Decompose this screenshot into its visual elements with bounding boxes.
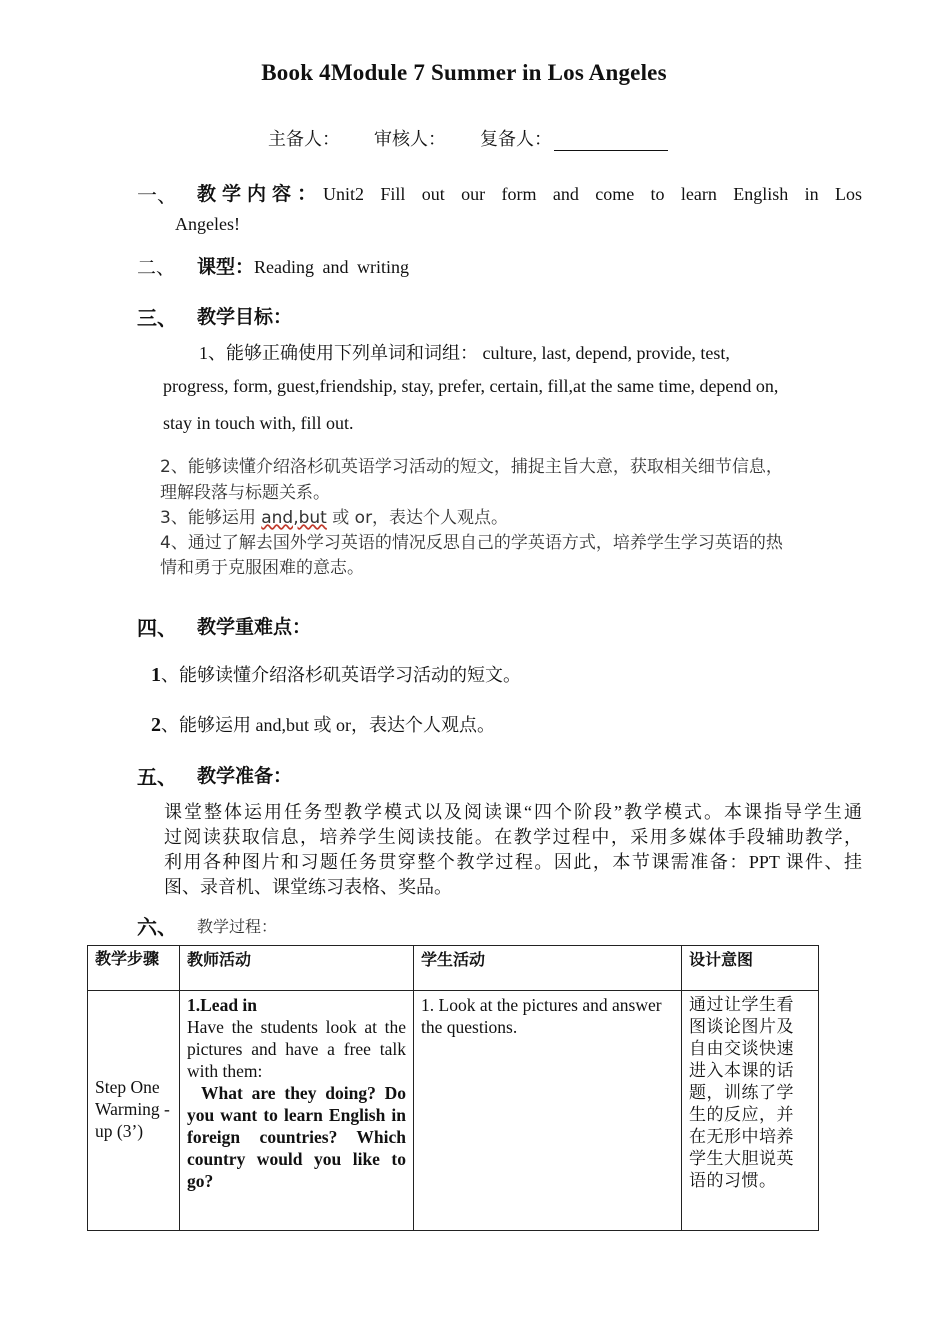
preparation-line2: 过阅读获取信息，培养学生阅读技能。在教学过程中，采用多媒体手段辅助教学， <box>164 827 862 847</box>
key-point-1 <box>151 661 521 687</box>
key-point-1-number: 1 <box>151 664 161 686</box>
design-intent-cell: 通过让学生看图谈论图片及自由交谈快速进入本课的话题，训练了学生的反应，并在无形中培养学生大胆说英语的习惯。 <box>682 991 819 1231</box>
header-teacher-activity: 教师活动 <box>180 946 414 991</box>
preparation-line1: 课堂整体运用任务型教学模式以及阅读课“四个阶段”教学模式。本课指导学生通 <box>164 802 862 822</box>
section-2-line <box>197 252 409 279</box>
section-6-label: 教学过程： <box>197 917 278 936</box>
section-6-number: 六、 <box>137 917 177 939</box>
re-preparer-blank <box>554 136 668 151</box>
teacher-activity-heading: 1.Lead in <box>187 995 258 1015</box>
section-4-label: 教学重难点： <box>197 616 312 638</box>
objective-3-words: and,but <box>261 508 327 528</box>
preparers-line <box>268 125 702 151</box>
key-point-1-text: 、能够读懂介绍洛杉矶英语学习活动的短文。 <box>161 665 521 685</box>
table-row <box>88 991 819 1231</box>
objective-1-line2: progress, form, guest,friendship, stay, prefer, certain, fill,at the same time, depend on, <box>163 376 779 396</box>
document-title: Book 4Module 7 Summer in Los Angeles <box>261 60 667 85</box>
section-1-number: 一、 <box>137 185 177 207</box>
main-preparer-label: 主备人： <box>268 129 340 149</box>
section-5-label: 教学准备： <box>197 765 293 787</box>
teacher-activity-text: Have the students look at the pictures and have a free talk with them: <box>187 1017 406 1081</box>
header-design-intent: 设计意图 <box>682 946 819 991</box>
table-header-row <box>88 946 819 991</box>
section-1-content-cont: Angeles! <box>175 214 240 234</box>
objective-1-line3: stay in touch with, fill out. <box>163 413 354 433</box>
section-5-number: 五、 <box>137 767 177 789</box>
section-3-label: 教学目标： <box>197 306 293 328</box>
key-point-2-number: 2 <box>151 714 161 736</box>
key-point-2-text: 、能够运用 and,but 或 or，表达个人观点。 <box>161 715 495 735</box>
teacher-activity-questions: What are they doing? Do you want to learn English in foreign countries? Which country would you like to go? <box>187 1083 406 1191</box>
key-point-2 <box>151 711 495 737</box>
section-4-number: 四、 <box>137 618 177 640</box>
section-2-content: Reading and writing <box>254 257 409 277</box>
objective-3-prefix: 3、能够运用 <box>160 508 262 528</box>
student-activity-cell: 1. Look at the pictures and answer the questions. <box>414 991 682 1231</box>
section-2-label: 课型： <box>197 256 255 278</box>
objective-3-suffix: 或 or，表达个人观点。 <box>326 508 509 528</box>
section-2-number: 二、 <box>137 258 176 279</box>
objective-4-line2: 情和勇于克服困难的意志。 <box>160 558 364 578</box>
header-step: 教学步骤 <box>88 946 180 991</box>
objective-2-line1: 2、能够读懂介绍洛杉矶英语学习活动的短文，捕捉主旨大意，获取相关细节信息， <box>160 457 783 477</box>
teacher-activity-cell <box>180 991 414 1231</box>
preparation-line3: 利用各种图片和习题任务贯穿整个教学过程。因此，本节课需准备：PPT 课件、挂 <box>164 852 862 872</box>
objective-4-line1: 4、通过了解去国外学习英语的情况反思自己的学英语方式，培养学生学习英语的热 <box>160 533 783 553</box>
objective-1-line1: 1、能够正确使用下列单词和词组： culture, last, depend, provide, test, <box>199 343 730 363</box>
reviewer-label: 审核人： <box>374 129 446 149</box>
objective-2-line2: 理解段落与标题关系。 <box>160 483 330 503</box>
re-preparer-label: 复备人： <box>480 129 552 149</box>
section-1-colon: ： <box>297 183 318 205</box>
section-1-line <box>197 177 862 206</box>
section-1-label: 教学内容 <box>197 183 298 205</box>
section-3-number: 三、 <box>137 308 177 330</box>
teaching-process-table <box>87 945 819 1231</box>
header-student-activity: 学生活动 <box>414 946 682 991</box>
step-cell: Step One Warming -up (3’) <box>88 991 180 1231</box>
objective-3-line <box>160 503 508 528</box>
section-1-content: Unit2 Fill out our form and come to learn English in Los <box>323 184 862 204</box>
preparation-line4: 图、录音机、课堂练习表格、奖品。 <box>164 877 452 897</box>
